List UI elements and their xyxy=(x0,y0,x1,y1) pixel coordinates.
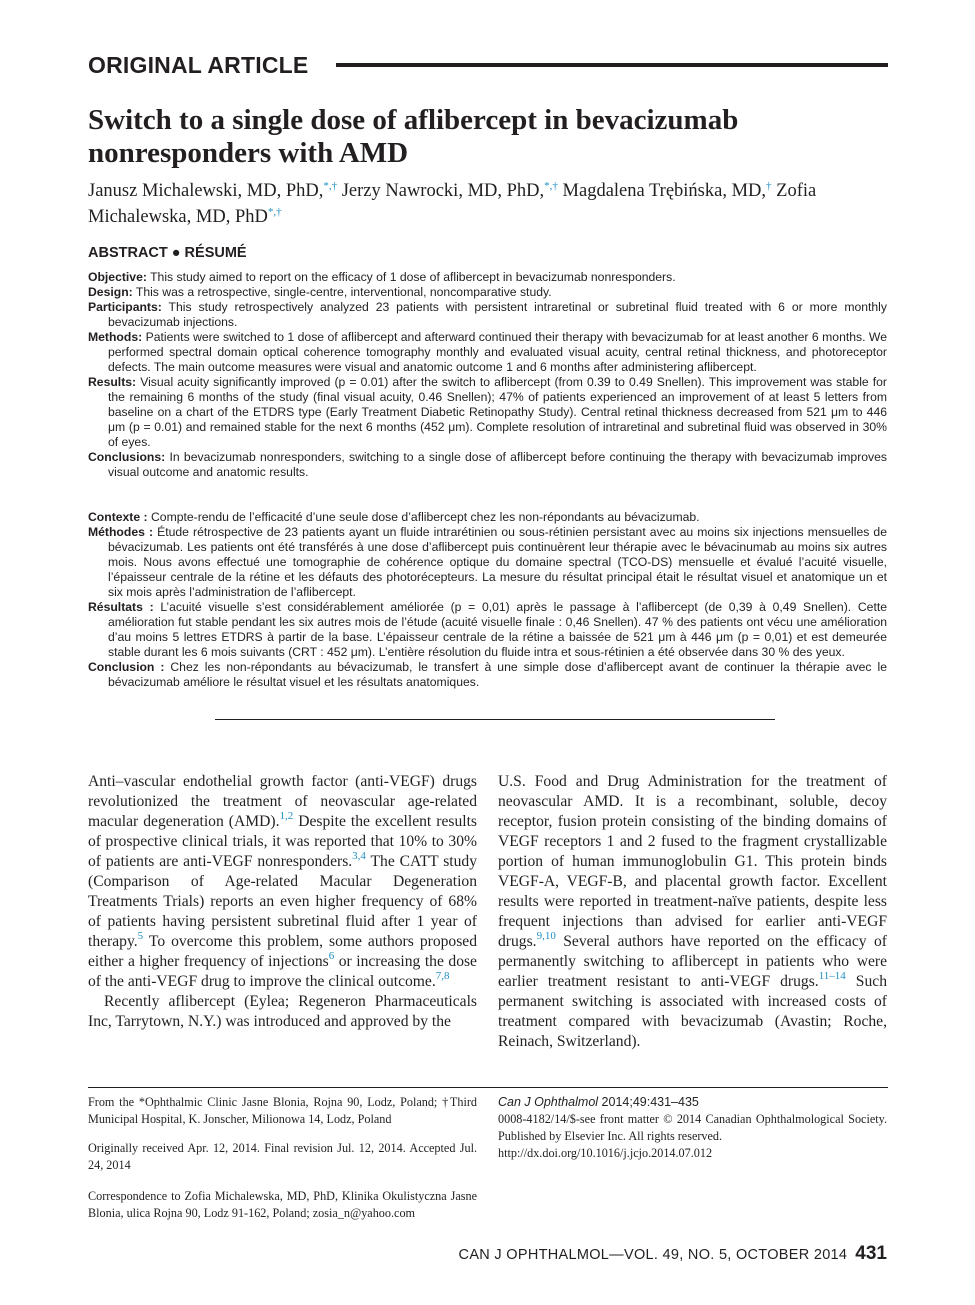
page-number: 431 xyxy=(855,1243,887,1264)
citation-ref: 6 xyxy=(328,950,335,962)
author xyxy=(342,181,558,201)
abstract-text: Compte-rendu de l’efficacité d’une seule dose d’aflibercept chez les non-répondants au bévacizumab. xyxy=(150,510,700,524)
author-name: Zofia Michalewska, MD, PhD xyxy=(88,181,817,227)
author-name: Janusz Michalewski, MD, PhD, xyxy=(88,181,324,201)
copyright-note: 0008-4182/14/$-see front matter © 2014 Canadian Ophthalmological Society. Published by Elsevier Inc. All rights reserved. xyxy=(498,1112,887,1143)
abstract-paragraph xyxy=(88,285,887,300)
abstract-heading: ABSTRACT ● RÉSUMÉ xyxy=(88,245,247,261)
abstract-text: In bevacizumab nonresponders, switching to a single dose of aflibercept before continuing the therapy with bevacizumab improves visual outcome and anatomic results. xyxy=(108,450,887,479)
abstract-text: This was a retrospective, single-centre, interventional, noncomparative study. xyxy=(135,285,552,299)
citation-ref: 11–14 xyxy=(818,970,846,982)
abstract-label: Contexte : xyxy=(88,510,148,524)
citation-ref: 9,10 xyxy=(536,930,556,942)
abstract-divider xyxy=(215,719,775,720)
abstract-label: Résultats : xyxy=(88,600,154,614)
section-label: ORIGINAL ARTICLE xyxy=(88,52,309,78)
abstract-paragraph xyxy=(88,525,887,600)
abstract-text: Chez les non-répondants au bévacizumab, le transfert à une simple dose d’aflibercept avant de continuer la thérapie avec le bévacizumab améliore le résultat visuel et les résultats anatomiques. xyxy=(108,660,887,689)
abstract-text: This study retrospectively analyzed 23 patients with persistent intraretinal or subretinal fluid treated with 6 or more monthly bevacizumab injections. xyxy=(108,300,887,329)
citation-ref: 7,8 xyxy=(435,970,450,982)
author xyxy=(88,181,337,201)
article-title: Switch to a single dose of aflibercept in bevacizumab nonresponders with AMD xyxy=(88,104,739,169)
abstract-paragraph xyxy=(88,300,887,330)
abstract-label: Results: xyxy=(88,375,137,389)
doi-link[interactable]: http://dx.doi.org/10.1016/j.jcjo.2014.07.012 xyxy=(498,1146,713,1160)
body-column-right xyxy=(498,772,887,1052)
body-paragraph xyxy=(498,772,887,1052)
body-column-left xyxy=(88,772,477,1032)
journal-title: Can J Ophthalmol xyxy=(498,1095,599,1109)
body-text: Such permanent switching is associated with increased costs of treatment compared with bevacizumab (Avastin; Roche, Reinach, Switzerland). xyxy=(498,973,887,1050)
abstract-paragraph xyxy=(88,510,887,525)
author-name: Jerzy Nawrocki, MD, PhD, xyxy=(341,181,545,201)
abstract-label: Méthodes : xyxy=(88,525,154,539)
abstract-paragraph xyxy=(88,375,887,450)
affiliation-marks: † xyxy=(766,180,772,192)
author xyxy=(563,181,772,201)
body-text: Several authors have reported on the efficacy of permanently switching to aflibercept in patients who were earlier treatment resistant to anti-VEGF drugs. xyxy=(498,933,887,990)
affiliation-marks: *,† xyxy=(267,206,282,218)
running-footer: CAN J OPHTHALMOL—VOL. 49, NO. 5, OCTOBER 2014 xyxy=(458,1247,848,1263)
abstract-paragraph xyxy=(88,450,887,480)
body-text: Anti–vascular endothelial growth factor (anti-VEGF) drugs revolutionized the treatment of neovascular age-related macular degeneration (AMD). xyxy=(88,773,477,830)
abstract-english xyxy=(88,270,887,480)
affiliation-note: From the *Ophthalmic Clinic Jasne Blonia, Rojna 90, Lodz, Poland; †Third Municipal Hospital, K. Jonscher, Milionowa 14, Lodz, Poland xyxy=(88,1095,477,1126)
page-footer xyxy=(459,1243,887,1265)
footnote-divider xyxy=(88,1087,888,1088)
abstract-text: Visual acuity significantly improved (p = 0.01) after the switch to aflibercept (from 0.39 to 0.49 Snellen). This improvement was stable for the remaining 6 months of the study (final visual acuity, 0.46 Snellen); 47% of patients experienced an improvement of at least 5 letters from baseline on a chart of the ETDRS type (Early Treatment Diabetic Retinopathy Study). Central retinal thickness decreased from 521 μm to 446 μm (p = 0.01) and remained stable for the next 6 months (452 μm). Complete resolution of intraretinal and subretinal fluid was observed in 30% of eyes. xyxy=(108,375,887,449)
abstract-text: L’acuité visuelle s’est considérablement améliorée (p = 0,01) après le passage à l’aflibercept (de 0,39 à 0,49 Snellen). Cette amélioration fut stable pendant les six autres mois de l’étude (acuité visuelle finale : 0,46 Snellen). 47 % des patients ont vécu une amélioration d’au moins 5 lettres ETDRS à partir de la base. L’épaisseur centrale de la rétine a baissée de 521 μm à 446 μm (p = 0,01) et est demeurée stable durant les 6 mois suivants (CRT : 452 μm). L’entière résolution du fluide intra et sous-rétinien a été observée dans 30 % des yeux. xyxy=(108,600,887,659)
citation-ref: 3,4 xyxy=(352,850,366,862)
abstract-label: Participants: xyxy=(88,300,162,314)
journal-volume: 2014;49:431–435 xyxy=(598,1095,699,1109)
body-text: or increasing the dose of the anti-VEGF drug to improve the clinical outcome. xyxy=(88,953,477,990)
abstract-label: Conclusion : xyxy=(88,660,165,674)
abstract-paragraph xyxy=(88,660,887,690)
abstract-text: This study aimed to report on the efficacy of 1 dose of aflibercept in bevacizumab nonresponders. xyxy=(150,270,676,284)
citation-ref: 1,2 xyxy=(279,810,294,822)
abstract-label: Objective: xyxy=(88,270,147,284)
abstract-label: Conclusions: xyxy=(88,450,166,464)
author-name: Magdalena Trębińska, MD, xyxy=(562,181,767,201)
abstract-paragraph xyxy=(88,600,887,660)
author-list xyxy=(88,178,888,230)
affiliation-marks: *,† xyxy=(323,180,338,192)
body-paragraph xyxy=(88,772,477,992)
abstract-text: Patients were switched to 1 dose of aflibercept and afterward continued their therapy with bevacizumab for at least another 6 months. We performed spectral domain optical coherence tomography monthly and evaluated visual acuity, central retinal thickness, and photoreceptor defects. The main outcome measures were visual and anatomic outcome 1 and 6 months after administering aflibercept. xyxy=(108,330,887,374)
citation-ref: 5 xyxy=(137,930,144,942)
body-text: U.S. Food and Drug Administration for the treatment of neovascular AMD. It is a recombinant, soluble, decoy receptor, fusion protein consisting of the binding domains of VEGF receptors 1 and 2 fused to the fragment crystallizable portion of human immunoglobulin G1. This protein binds VEGF-A, VEGF-B, and placental growth factor. Excellent results were reported in treatment-naïve patients, despite less frequent injections than advised for earlier anti-VEGF drugs. xyxy=(498,773,887,950)
header-rule xyxy=(336,63,888,67)
correspondence-note: Correspondence to Zofia Michalewska, MD, PhD, Klinika Okulistyczna Jasne Blonia, ulica Rojna 90, Lodz 91-162, Poland; zosia_n@yahoo.com xyxy=(88,1189,477,1220)
abstract-label: Methods: xyxy=(88,330,143,344)
abstract-paragraph xyxy=(88,330,887,375)
section-header xyxy=(88,50,888,80)
received-note: Originally received Apr. 12, 2014. Final revision Jul. 12, 2014. Accepted Jul. 24, 2014 xyxy=(88,1141,477,1172)
abstract-paragraph xyxy=(88,270,887,285)
abstract-text: Étude rétrospective de 23 patients ayant un fluide intrarétinien ou sous-rétinien persistant avec au moins six injections mensuelles de bévacizumab. Les patients ont été transférés à une dose d’aflibercept puis continuèrent leur thérapie avec le bévacinumab au moins six autres mois. Nous avons effectué une tomographie de cohérence optique du domaine spectral (TCO-DS) mensuelle et évalué l’acuité visuelle, l’épaisseur centrale de la rétine et les défauts des photorécepteurs. La mesure du résultat principal était le résultat visuel et anatomique un et six mois après l’administration de l’aflibercept. xyxy=(108,525,887,599)
body-text: Recently aflibercept (Eylea; Regeneron Pharmaceuticals Inc, Tarrytown, N.Y.) was introduced and approved by the xyxy=(88,993,477,1030)
affiliation-marks: *,† xyxy=(544,180,558,192)
body-text: To overcome this problem, some authors proposed either a higher frequency of injections xyxy=(88,933,477,970)
abstract-french xyxy=(88,510,887,690)
journal-info xyxy=(498,1094,887,1162)
body-text: The CATT study (Comparison of Age-related Macular Degeneration Treatments Trials) reports an even higher frequency of 68% of patients having persistent subretinal fluid after 1 year of therapy. xyxy=(88,853,477,950)
body-paragraph xyxy=(88,992,477,1032)
abstract-label: Design: xyxy=(88,285,133,299)
body-text: Despite the excellent results of prospective clinical trials, it was reported that 10% to 30% of patients are anti-VEGF nonresponders. xyxy=(88,813,477,870)
